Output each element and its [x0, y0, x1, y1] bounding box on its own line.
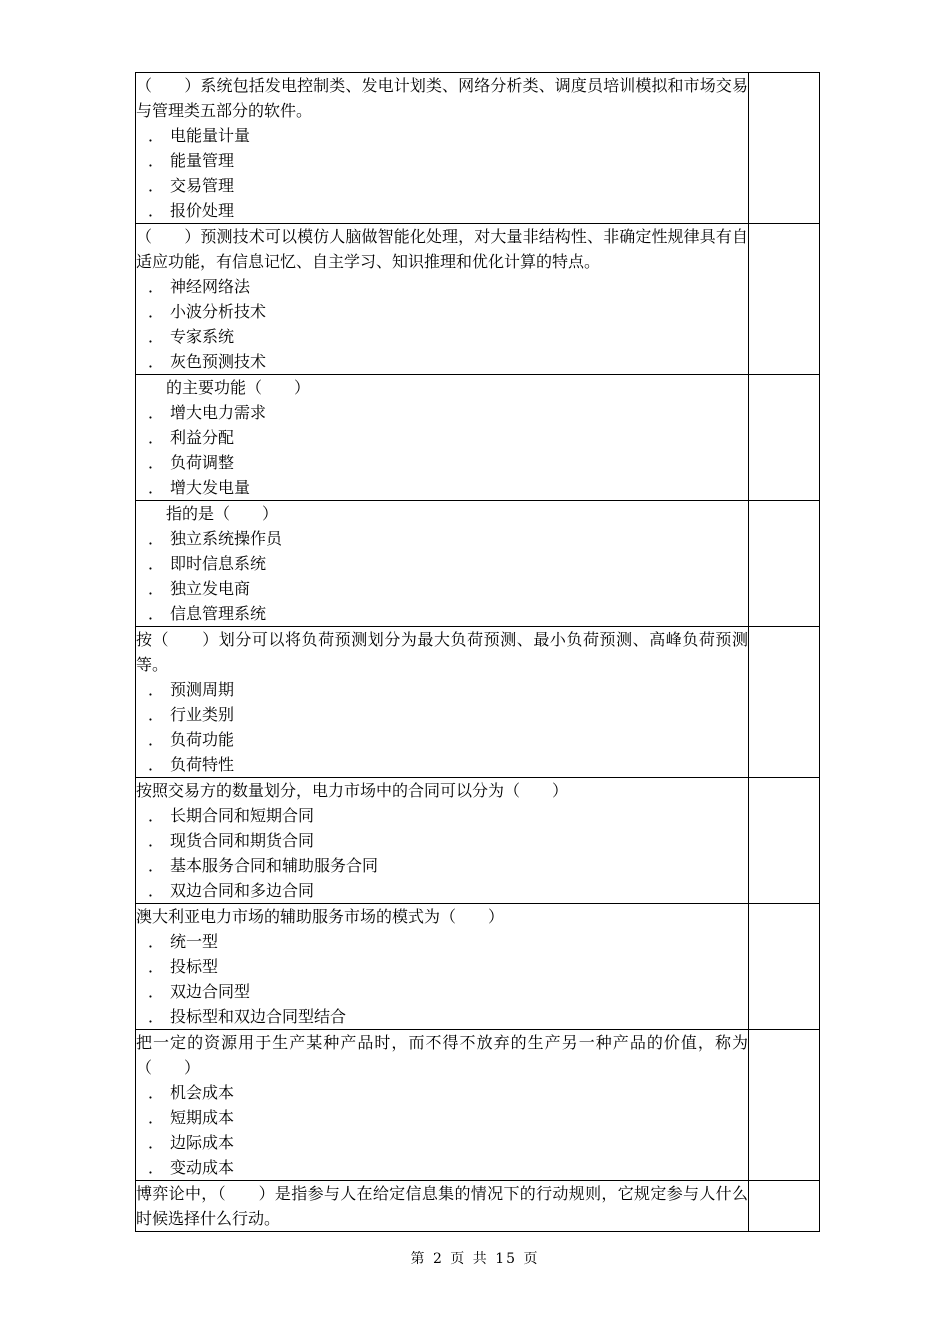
answer-option — [136, 1105, 748, 1130]
answer-option — [136, 954, 748, 979]
question-cell — [136, 375, 749, 501]
answer-cell[interactable] — [749, 627, 820, 778]
question-sheet — [135, 72, 818, 1232]
option-text: 双边合同型 — [170, 982, 251, 1001]
option-text: 边际成本 — [170, 1133, 235, 1152]
option-marker: ． — [148, 352, 165, 371]
option-marker: ． — [148, 1158, 165, 1177]
option-text: 增大发电量 — [170, 478, 251, 497]
answer-option — [136, 752, 748, 777]
option-marker: ． — [148, 881, 165, 900]
answer-option — [136, 526, 748, 551]
answer-option — [136, 400, 748, 425]
option-marker: ． — [148, 277, 165, 296]
answer-option — [136, 601, 748, 626]
question-row — [136, 627, 820, 778]
answer-option — [136, 551, 748, 576]
option-marker: ． — [148, 932, 165, 951]
answer-option — [136, 349, 748, 374]
question-stem: 指的是（ ） — [166, 504, 279, 523]
answer-option — [136, 878, 748, 903]
question-row — [136, 1181, 820, 1232]
question-cell — [136, 627, 749, 778]
answer-option — [136, 475, 748, 500]
option-text: 能量管理 — [170, 151, 235, 170]
option-marker: ． — [148, 755, 165, 774]
question-row — [136, 501, 820, 627]
option-text: 基本服务合同和辅助服务合同 — [170, 856, 379, 875]
option-marker: ． — [148, 1108, 165, 1127]
option-text: 投标型 — [170, 957, 219, 976]
option-marker: ． — [148, 478, 165, 497]
option-marker: ． — [148, 302, 165, 321]
option-text: 独立发电商 — [170, 579, 251, 598]
option-marker: ． — [148, 680, 165, 699]
option-text: 长期合同和短期合同 — [170, 806, 315, 825]
question-stem: （ ）系统包括发电控制类、发电计划类、网络分析类、调度员培训模拟和市场交易与管理类五部分的软件。 — [136, 76, 748, 120]
option-text: 投标型和双边合同型结合 — [170, 1007, 347, 1026]
answer-option — [136, 425, 748, 450]
option-marker: ． — [148, 176, 165, 195]
option-text: 电能量计量 — [170, 126, 251, 145]
answer-option — [136, 929, 748, 954]
option-marker: ． — [148, 126, 165, 145]
option-text: 增大电力需求 — [170, 403, 267, 422]
answer-cell[interactable] — [749, 904, 820, 1030]
answer-cell[interactable] — [749, 224, 820, 375]
option-marker: ． — [148, 453, 165, 472]
option-text: 神经网络法 — [170, 277, 251, 296]
question-table-body — [136, 73, 820, 1232]
option-text: 交易管理 — [170, 176, 235, 195]
option-text: 负荷调整 — [170, 453, 235, 472]
question-row — [136, 904, 820, 1030]
option-text: 统一型 — [170, 932, 219, 951]
option-marker: ． — [148, 982, 165, 1001]
option-marker: ． — [148, 403, 165, 422]
page-footer: 第 2 页 共 15 页 — [410, 1251, 540, 1267]
question-row — [136, 778, 820, 904]
answer-option — [136, 148, 748, 173]
answer-option — [136, 727, 748, 752]
question-cell — [136, 904, 749, 1030]
question-cell — [136, 501, 749, 627]
question-stem: 澳大利亚电力市场的辅助服务市场的模式为（ ） — [136, 907, 505, 926]
option-marker: ． — [148, 428, 165, 447]
answer-option — [136, 450, 748, 475]
option-text: 双边合同和多边合同 — [170, 881, 315, 900]
answer-option — [136, 828, 748, 853]
question-stem: 按（ ）划分可以将负荷预测划分为最大负荷预测、最小负荷预测、高峰负荷预测等。 — [136, 630, 748, 674]
option-text: 短期成本 — [170, 1108, 235, 1127]
option-text: 预测周期 — [170, 680, 235, 699]
option-marker: ． — [148, 831, 165, 850]
answer-option — [136, 979, 748, 1004]
question-stem: 博弈论中，（ ）是指参与人在给定信息集的情况下的行动规则，它规定参与人什么时候选择什么行动。 — [136, 1184, 748, 1228]
option-text: 行业类别 — [170, 705, 235, 724]
answer-option — [136, 1080, 748, 1105]
option-text: 负荷功能 — [170, 730, 235, 749]
option-text: 现货合同和期货合同 — [170, 831, 315, 850]
answer-option — [136, 803, 748, 828]
option-marker: ． — [148, 1083, 165, 1102]
option-text: 小波分析技术 — [170, 302, 267, 321]
question-stem: （ ）预测技术可以模仿人脑做智能化处理，对大量非结构性、非确定性规律具有自适应功能，有信息记忆、自主学习、知识推理和优化计算的特点。 — [136, 227, 748, 271]
option-text: 灰色预测技术 — [170, 352, 267, 371]
question-row — [136, 1030, 820, 1181]
answer-option — [136, 123, 748, 148]
option-marker: ． — [148, 705, 165, 724]
answer-option — [136, 576, 748, 601]
option-text: 报价处理 — [170, 201, 235, 220]
answer-cell[interactable] — [749, 778, 820, 904]
answer-option — [136, 173, 748, 198]
question-cell — [136, 73, 749, 224]
answer-option — [136, 702, 748, 727]
option-text: 利益分配 — [170, 428, 235, 447]
option-marker: ． — [148, 327, 165, 346]
option-marker: ． — [148, 806, 165, 825]
answer-option — [136, 853, 748, 878]
answer-cell[interactable] — [749, 1181, 820, 1232]
answer-cell[interactable] — [749, 1030, 820, 1181]
option-text: 负荷特性 — [170, 755, 235, 774]
question-cell — [136, 1030, 749, 1181]
question-cell — [136, 224, 749, 375]
answer-option — [136, 299, 748, 324]
option-text: 专家系统 — [170, 327, 235, 346]
option-text: 机会成本 — [170, 1083, 235, 1102]
option-marker: ． — [148, 554, 165, 573]
answer-option — [136, 1155, 748, 1180]
answer-cell[interactable] — [749, 73, 820, 224]
answer-option — [136, 1004, 748, 1029]
option-text: 信息管理系统 — [170, 604, 267, 623]
option-marker: ． — [148, 957, 165, 976]
answer-option — [136, 677, 748, 702]
option-text: 变动成本 — [170, 1158, 235, 1177]
question-stem: 按照交易方的数量划分，电力市场中的合同可以分为（ ） — [136, 781, 569, 800]
answer-cell[interactable] — [749, 501, 820, 627]
answer-option — [136, 198, 748, 223]
option-marker: ． — [148, 201, 165, 220]
option-marker: ． — [148, 1133, 165, 1152]
option-marker: ． — [148, 1007, 165, 1026]
option-marker: ． — [148, 579, 165, 598]
answer-cell[interactable] — [749, 375, 820, 501]
option-marker: ． — [148, 529, 165, 548]
question-row — [136, 224, 820, 375]
question-stem: 把一定的资源用于生产某种产品时，而不得不放弃的生产另一种产品的价值，称为（ ） — [136, 1033, 748, 1077]
option-marker: ． — [148, 151, 165, 170]
option-text: 即时信息系统 — [170, 554, 267, 573]
question-stem: 的主要功能（ ） — [166, 378, 311, 397]
option-marker: ． — [148, 856, 165, 875]
answer-option — [136, 1130, 748, 1155]
question-cell — [136, 778, 749, 904]
answer-option — [136, 324, 748, 349]
option-text: 独立系统操作员 — [170, 529, 283, 548]
question-cell — [136, 1181, 749, 1232]
question-row — [136, 73, 820, 224]
question-table — [135, 72, 820, 1232]
question-row — [136, 375, 820, 501]
option-marker: ． — [148, 604, 165, 623]
answer-option — [136, 274, 748, 299]
option-marker: ． — [148, 730, 165, 749]
